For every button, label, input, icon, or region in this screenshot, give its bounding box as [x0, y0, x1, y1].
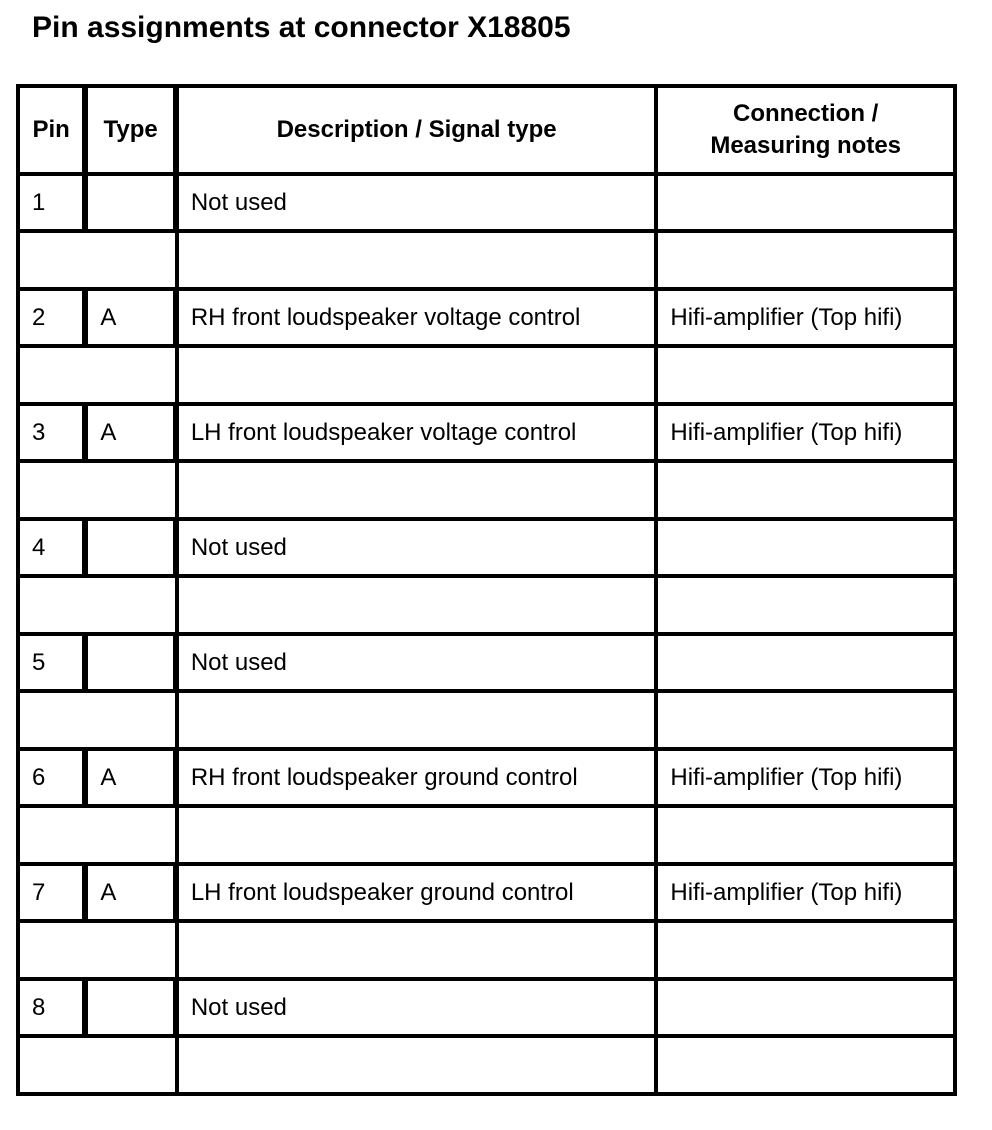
description-cell: LH front loudspeaker ground control [179, 866, 659, 923]
connection-notes-cell: Hifi-amplifier (Top hifi) [658, 291, 957, 348]
table-row [20, 636, 957, 693]
connection-notes-cell: Hifi-amplifier (Top hifi) [658, 866, 957, 923]
spacer-row [20, 693, 957, 751]
column-header-type: Type [88, 88, 178, 176]
description-cell: Not used [179, 521, 659, 578]
spacer-cell-pin-type [20, 233, 179, 291]
spacer-cell-pin-type [20, 808, 179, 866]
table-body [20, 176, 957, 1096]
spacer-cell-description [179, 923, 659, 981]
pin-number-cell: 2 [20, 291, 88, 348]
table-header-row [20, 88, 957, 176]
description-cell: LH front loudspeaker voltage control [179, 406, 659, 463]
table-row [20, 981, 957, 1038]
column-header-connection [658, 88, 957, 176]
spacer-cell-connection [658, 1038, 957, 1096]
signal-type-cell: A [88, 291, 178, 348]
column-header-connection-line1: Connection / [733, 100, 879, 127]
table-row [20, 751, 957, 808]
connection-notes-cell [658, 981, 957, 1038]
spacer-row [20, 808, 957, 866]
table-row [20, 866, 957, 923]
pin-assignment-table [16, 84, 957, 1096]
spacer-cell-connection [658, 233, 957, 291]
signal-type-cell [88, 176, 178, 233]
description-cell: Not used [179, 176, 659, 233]
spacer-cell-pin-type [20, 923, 179, 981]
description-cell: Not used [179, 981, 659, 1038]
pin-number-cell: 6 [20, 751, 88, 808]
connection-notes-cell: Hifi-amplifier (Top hifi) [658, 751, 957, 808]
spacer-cell-pin-type [20, 348, 179, 406]
pin-number-cell: 8 [20, 981, 88, 1038]
connection-notes-cell [658, 521, 957, 578]
spacer-row [20, 578, 957, 636]
pin-number-cell: 1 [20, 176, 88, 233]
spacer-row [20, 348, 957, 406]
pin-number-cell: 5 [20, 636, 88, 693]
spacer-row [20, 463, 957, 521]
signal-type-cell [88, 981, 178, 1038]
signal-type-cell: A [88, 406, 178, 463]
spacer-cell-description [179, 463, 659, 521]
spacer-cell-pin-type [20, 693, 179, 751]
spacer-row [20, 233, 957, 291]
signal-type-cell: A [88, 866, 178, 923]
table-row [20, 521, 957, 578]
spacer-cell-connection [658, 578, 957, 636]
pin-number-cell: 7 [20, 866, 88, 923]
spacer-cell-pin-type [20, 1038, 179, 1096]
spacer-cell-description [179, 233, 659, 291]
column-header-pin: Pin [20, 88, 88, 176]
spacer-cell-description [179, 693, 659, 751]
spacer-row [20, 923, 957, 981]
spacer-cell-connection [658, 808, 957, 866]
pin-number-cell: 4 [20, 521, 88, 578]
signal-type-cell [88, 521, 178, 578]
column-header-connection-line2: Measuring notes [710, 132, 902, 159]
spacer-cell-pin-type [20, 578, 179, 636]
spacer-cell-description [179, 578, 659, 636]
spacer-cell-connection [658, 463, 957, 521]
column-header-description: Description / Signal type [179, 88, 659, 176]
description-cell: RH front loudspeaker ground control [179, 751, 659, 808]
spacer-row [20, 1038, 957, 1096]
signal-type-cell [88, 636, 178, 693]
table-row [20, 176, 957, 233]
spacer-cell-connection [658, 693, 957, 751]
spacer-cell-description [179, 808, 659, 866]
connection-notes-cell [658, 636, 957, 693]
signal-type-cell: A [88, 751, 178, 808]
spacer-cell-description [179, 348, 659, 406]
description-cell: Not used [179, 636, 659, 693]
spacer-cell-pin-type [20, 463, 179, 521]
connection-notes-cell [658, 176, 957, 233]
table-row [20, 406, 957, 463]
spacer-cell-description [179, 1038, 659, 1096]
description-cell: RH front loudspeaker voltage control [179, 291, 659, 348]
spacer-cell-connection [658, 923, 957, 981]
pin-number-cell: 3 [20, 406, 88, 463]
table-row [20, 291, 957, 348]
spacer-cell-connection [658, 348, 957, 406]
connection-notes-cell: Hifi-amplifier (Top hifi) [658, 406, 957, 463]
page-title: Pin assignments at connector X18805 [32, 11, 571, 44]
